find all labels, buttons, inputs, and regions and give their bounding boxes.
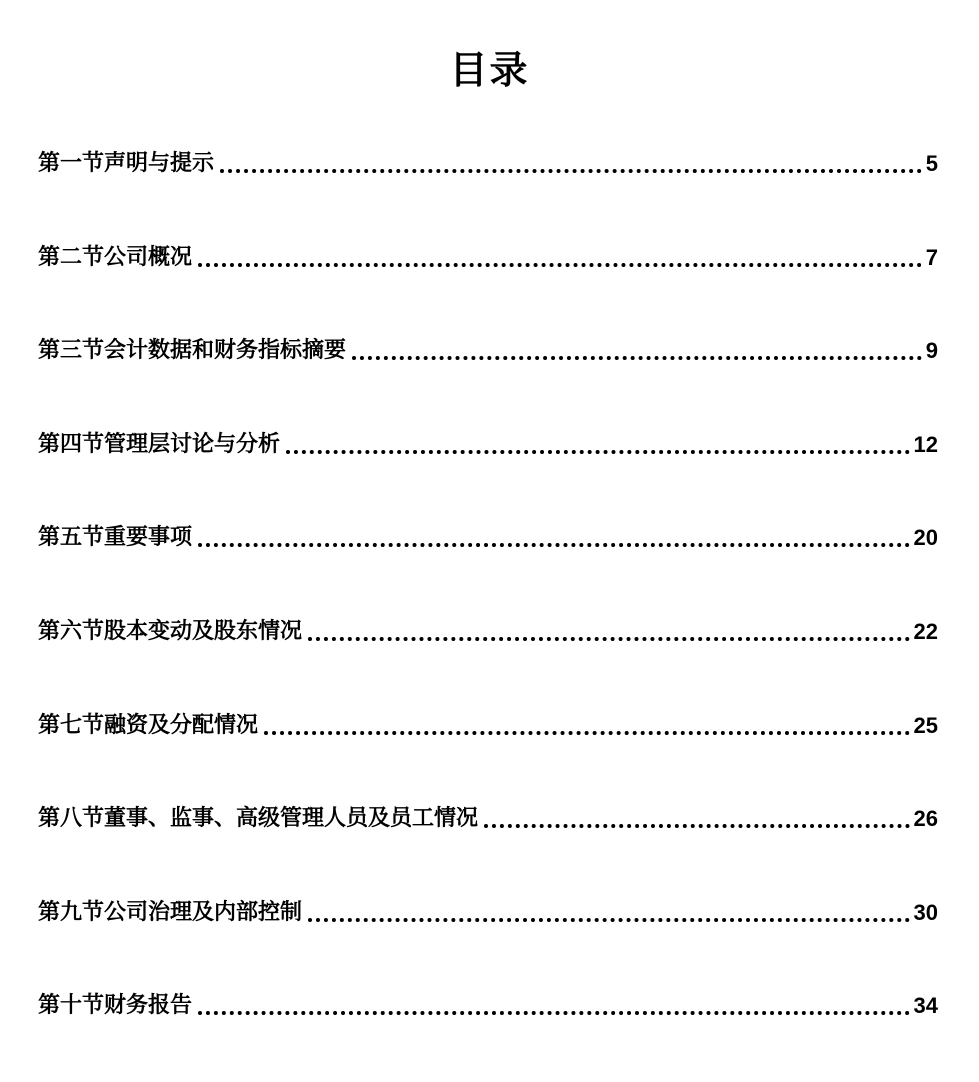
toc-entry-label: 第一节声明与提示 xyxy=(38,151,215,176)
toc-entry-page-number: 5 xyxy=(925,151,938,176)
dot-leader xyxy=(198,543,910,547)
toc-entry-page-number: 34 xyxy=(913,993,938,1019)
toc-entry-page-number: 9 xyxy=(925,338,938,364)
toc-entry-page-number: 20 xyxy=(913,525,938,551)
dot-leader xyxy=(286,450,910,454)
toc-entry-10[interactable] xyxy=(38,988,938,1024)
toc-title: 目录 xyxy=(449,48,530,92)
dot-leader xyxy=(484,824,910,828)
toc-entry-label: 第四节管理层讨论与分析 xyxy=(38,431,281,457)
toc-entry-label: 第二节公司概况 xyxy=(38,244,193,270)
toc-entry-9[interactable] xyxy=(38,895,938,931)
toc-entry-label: 第十节财务报告 xyxy=(38,993,193,1019)
toc-entry-8[interactable] xyxy=(38,801,938,837)
toc-entry-label: 第五节重要事项 xyxy=(38,525,193,551)
toc-entry-label: 第九节公司治理及内部控制 xyxy=(38,899,303,925)
toc-list xyxy=(38,146,938,1082)
dot-leader xyxy=(198,1011,910,1015)
toc-entry-page-number: 12 xyxy=(913,431,938,457)
dot-leader xyxy=(198,263,922,267)
dot-leader xyxy=(352,356,922,360)
toc-entry-page-number: 26 xyxy=(913,806,938,832)
toc-entry-page-number: 30 xyxy=(913,899,938,925)
dot-leader xyxy=(264,731,910,735)
toc-entry-7[interactable] xyxy=(38,708,938,744)
toc-entry-label: 第三节会计数据和财务指标摘要 xyxy=(38,338,347,364)
toc-entry-5[interactable] xyxy=(38,520,938,556)
toc-entry-label: 第七节融资及分配情况 xyxy=(38,712,259,738)
dot-leader xyxy=(308,918,910,922)
toc-entry-1[interactable] xyxy=(38,146,938,182)
dot-leader xyxy=(220,169,922,173)
toc-entry-page-number: 7 xyxy=(925,244,938,270)
toc-entry-page-number: 22 xyxy=(913,618,938,644)
dot-leader xyxy=(308,637,910,641)
toc-entry-3[interactable] xyxy=(38,333,938,369)
toc-entry-label: 第八节董事、监事、高级管理人员及员工情况 xyxy=(38,806,479,832)
toc-entry-page-number: 25 xyxy=(913,712,938,738)
toc-entry-4[interactable] xyxy=(38,427,938,463)
toc-entry-label: 第六节股本变动及股东情况 xyxy=(38,618,303,644)
toc-entry-6[interactable] xyxy=(38,614,938,650)
toc-entry-2[interactable] xyxy=(38,240,938,276)
